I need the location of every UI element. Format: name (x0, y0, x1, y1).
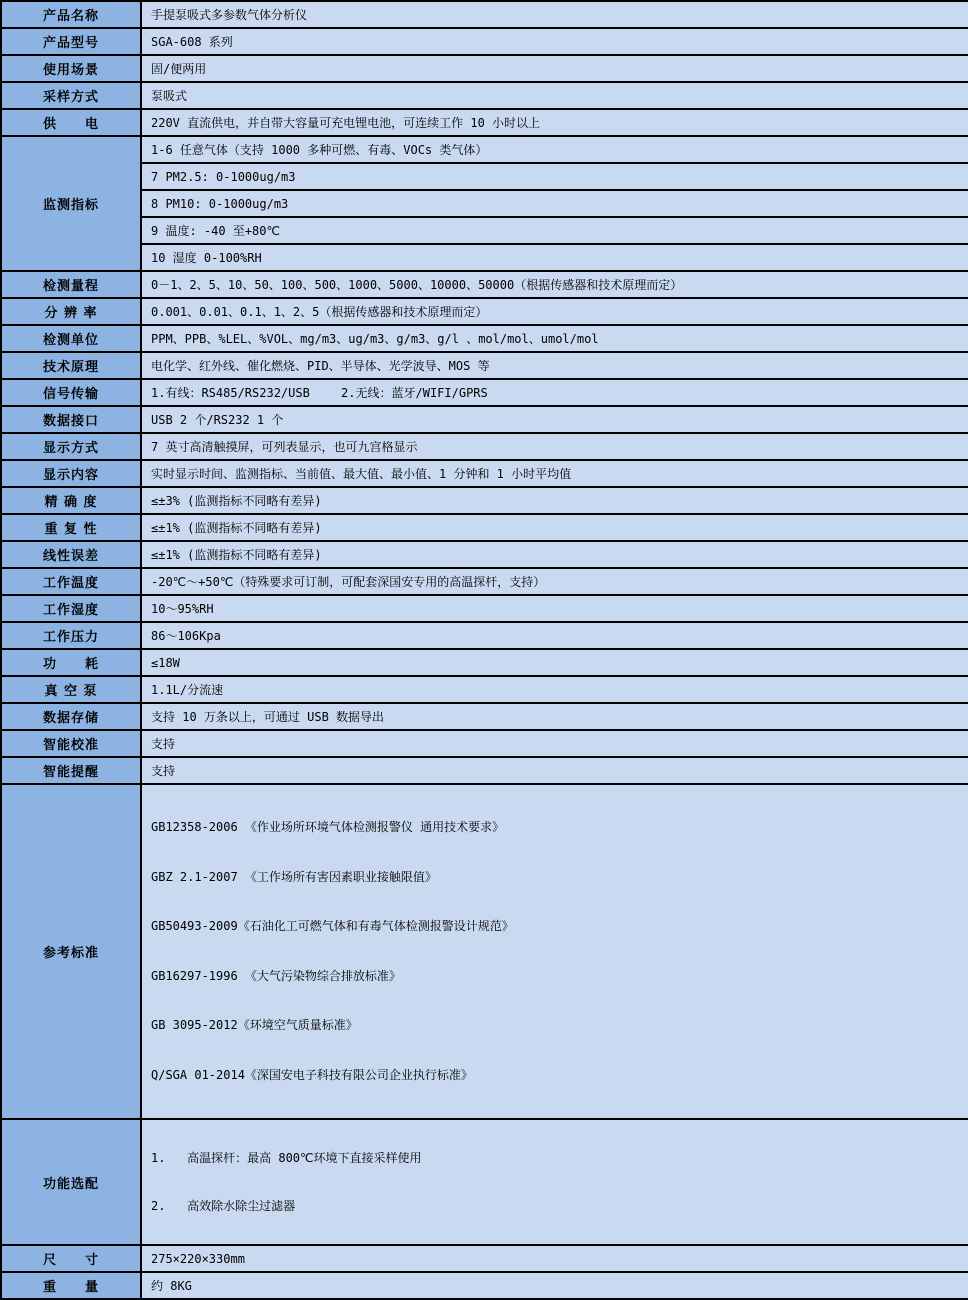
spec-label-power-consumption: 功 耗 (1, 649, 141, 676)
table-row (1, 28, 968, 55)
spec-value-usage-scenario: 固/便两用 (141, 55, 968, 82)
spec-value-data-interface: USB 2 个/RS232 1 个 (141, 406, 968, 433)
table-row (1, 784, 968, 1119)
table-row (1, 622, 968, 649)
table-row (1, 82, 968, 109)
spec-value-smart-calibration: 支持 (141, 730, 968, 757)
spec-label-sampling-method: 采样方式 (1, 82, 141, 109)
spec-label-detection-range: 检测量程 (1, 271, 141, 298)
spec-value-data-storage: 支持 10 万条以上，可通过 USB 数据导出 (141, 703, 968, 730)
table-row (1, 649, 968, 676)
spec-value-monitoring-indicator-2: 7 PM2.5: 0-1000ug/m3 (141, 163, 968, 190)
spec-value-display-mode: 7 英寸高清触摸屏，可列表显示，也可九宫格显示 (141, 433, 968, 460)
table-row (1, 55, 968, 82)
spec-value-working-humidity: 10～95%RH (141, 595, 968, 622)
spec-label-accuracy: 精 确 度 (1, 487, 141, 514)
spec-value-power-supply: 220V 直流供电，并自带大容量可充电锂电池，可连续工作 10 小时以上 (141, 109, 968, 136)
spec-value-detection-range: 0－1、2、5、10、50、100、500、1000、5000、10000、50000（根据传感器和技术原理而定） (141, 271, 968, 298)
spec-value-product-name: 手提泵吸式多参数气体分析仪 (141, 1, 968, 28)
table-row (1, 1119, 968, 1245)
spec-value-accuracy: ≤±3% (监测指标不同略有差异) (141, 487, 968, 514)
table-row (1, 541, 968, 568)
spec-label-optional-features: 功能选配 (1, 1119, 141, 1245)
spec-label-data-interface: 数据接口 (1, 406, 141, 433)
spec-value-linearity-error: ≤±1% (监测指标不同略有差异) (141, 541, 968, 568)
table-row (1, 244, 968, 271)
spec-value-optional-features (141, 1119, 968, 1245)
table-row (1, 568, 968, 595)
table-row (1, 1272, 968, 1299)
spec-label-smart-calibration: 智能校准 (1, 730, 141, 757)
spec-value-power-consumption: ≤18W (141, 649, 968, 676)
spec-label-reference-standards: 参考标准 (1, 784, 141, 1119)
table-row (1, 514, 968, 541)
spec-value-monitoring-indicator-4: 9 温度: -40 至+80℃ (141, 217, 968, 244)
table-row (1, 406, 968, 433)
spec-label-display-content: 显示内容 (1, 460, 141, 487)
spec-value-reference-standards (141, 784, 968, 1119)
table-row (1, 217, 968, 244)
spec-value-smart-reminder: 支持 (141, 757, 968, 784)
table-row (1, 271, 968, 298)
spec-label-working-pressure: 工作压力 (1, 622, 141, 649)
spec-value-resolution: 0.001、0.01、0.1、1、2、5（根据传感器和技术原理而定） (141, 298, 968, 325)
reference-standard-line: Q/SGA 01-2014《深国安电子科技有限公司企业执行标准》 (151, 1067, 473, 1082)
spec-value-working-pressure: 86～106Kpa (141, 622, 968, 649)
table-row (1, 730, 968, 757)
spec-label-product-model: 产品型号 (1, 28, 141, 55)
table-row (1, 433, 968, 460)
table-row (1, 190, 968, 217)
table-row (1, 379, 968, 406)
spec-label-data-storage: 数据存储 (1, 703, 141, 730)
spec-value-working-temperature: -20℃～+50℃（特殊要求可订制，可配套深国安专用的高温探杆，支持） (141, 568, 968, 595)
optional-feature-line: 2. 高效除水除尘过滤器 (151, 1199, 296, 1213)
spec-label-resolution: 分 辨 率 (1, 298, 141, 325)
spec-label-working-temperature: 工作温度 (1, 568, 141, 595)
table-row (1, 703, 968, 730)
spec-value-monitoring-indicator-5: 10 湿度 0-100%RH (141, 244, 968, 271)
table-row (1, 487, 968, 514)
reference-standard-line: GB50493-2009《石油化工可燃气体和有毒气体检测报警设计规范》 (151, 919, 514, 933)
reference-standard-line: GB12358-2006 《作业场所环境气体检测报警仪 通用技术要求》 (151, 820, 505, 834)
spec-label-display-mode: 显示方式 (1, 433, 141, 460)
table-row (1, 352, 968, 379)
spec-value-vacuum-pump: 1.1L/分流速 (141, 676, 968, 703)
table-row (1, 1, 968, 28)
spec-value-sampling-method: 泵吸式 (141, 82, 968, 109)
spec-label-repeatability: 重 复 性 (1, 514, 141, 541)
spec-value-monitoring-indicator-1: 1-6 任意气体（支持 1000 多种可燃、有毒、VOCs 类气体） (141, 136, 968, 163)
table-row (1, 136, 968, 163)
spec-label-monitoring-indicators: 监测指标 (1, 136, 141, 271)
table-row (1, 1245, 968, 1272)
spec-value-product-model: SGA-608 系列 (141, 28, 968, 55)
spec-value-detection-unit: PPM、PPB、%LEL、%VOL、mg/m3、ug/m3、g/m3、g/l 、mol/mol、umol/mol (141, 325, 968, 352)
optional-feature-line: 1. 高温探杆：最高 800℃环境下直接采样使用 (151, 1151, 422, 1165)
spec-label-vacuum-pump: 真 空 泵 (1, 676, 141, 703)
spec-label-working-humidity: 工作湿度 (1, 595, 141, 622)
spec-label-signal-transmission: 信号传输 (1, 379, 141, 406)
spec-value-technical-principle: 电化学、红外线、催化燃烧、PID、半导体、光学波导、MOS 等 (141, 352, 968, 379)
spec-value-monitoring-indicator-3: 8 PM10: 0-1000ug/m3 (141, 190, 968, 217)
table-row (1, 163, 968, 190)
table-row (1, 676, 968, 703)
spec-value-display-content: 实时显示时间、监测指标、当前值、最大值、最小值、1 分钟和 1 小时平均值 (141, 460, 968, 487)
spec-value-dimensions: 275×220×330mm (141, 1245, 968, 1272)
spec-value-repeatability: ≤±1% (监测指标不同略有差异) (141, 514, 968, 541)
spec-label-detection-unit: 检测单位 (1, 325, 141, 352)
spec-label-product-name: 产品名称 (1, 1, 141, 28)
reference-standard-line: GB 3095-2012《环境空气质量标准》 (151, 1018, 358, 1032)
table-row (1, 460, 968, 487)
table-row (1, 298, 968, 325)
spec-value-weight: 约 8KG (141, 1272, 968, 1299)
spec-label-dimensions: 尺 寸 (1, 1245, 141, 1272)
spec-label-weight: 重 量 (1, 1272, 141, 1299)
spec-label-linearity-error: 线性误差 (1, 541, 141, 568)
spec-value-signal-transmission: 1.有线：RS485/RS232/USB 2.无线：蓝牙/WIFI/GPRS (141, 379, 968, 406)
table-row (1, 595, 968, 622)
table-row (1, 109, 968, 136)
table-row (1, 757, 968, 784)
spec-label-usage-scenario: 使用场景 (1, 55, 141, 82)
spec-label-power-supply: 供 电 (1, 109, 141, 136)
spec-label-technical-principle: 技术原理 (1, 352, 141, 379)
spec-label-smart-reminder: 智能提醒 (1, 757, 141, 784)
reference-standard-line: GBZ 2.1-2007 《工作场所有害因素职业接触限值》 (151, 869, 437, 884)
table-row (1, 325, 968, 352)
reference-standard-line: GB16297-1996 《大气污染物综合排放标准》 (151, 968, 401, 983)
